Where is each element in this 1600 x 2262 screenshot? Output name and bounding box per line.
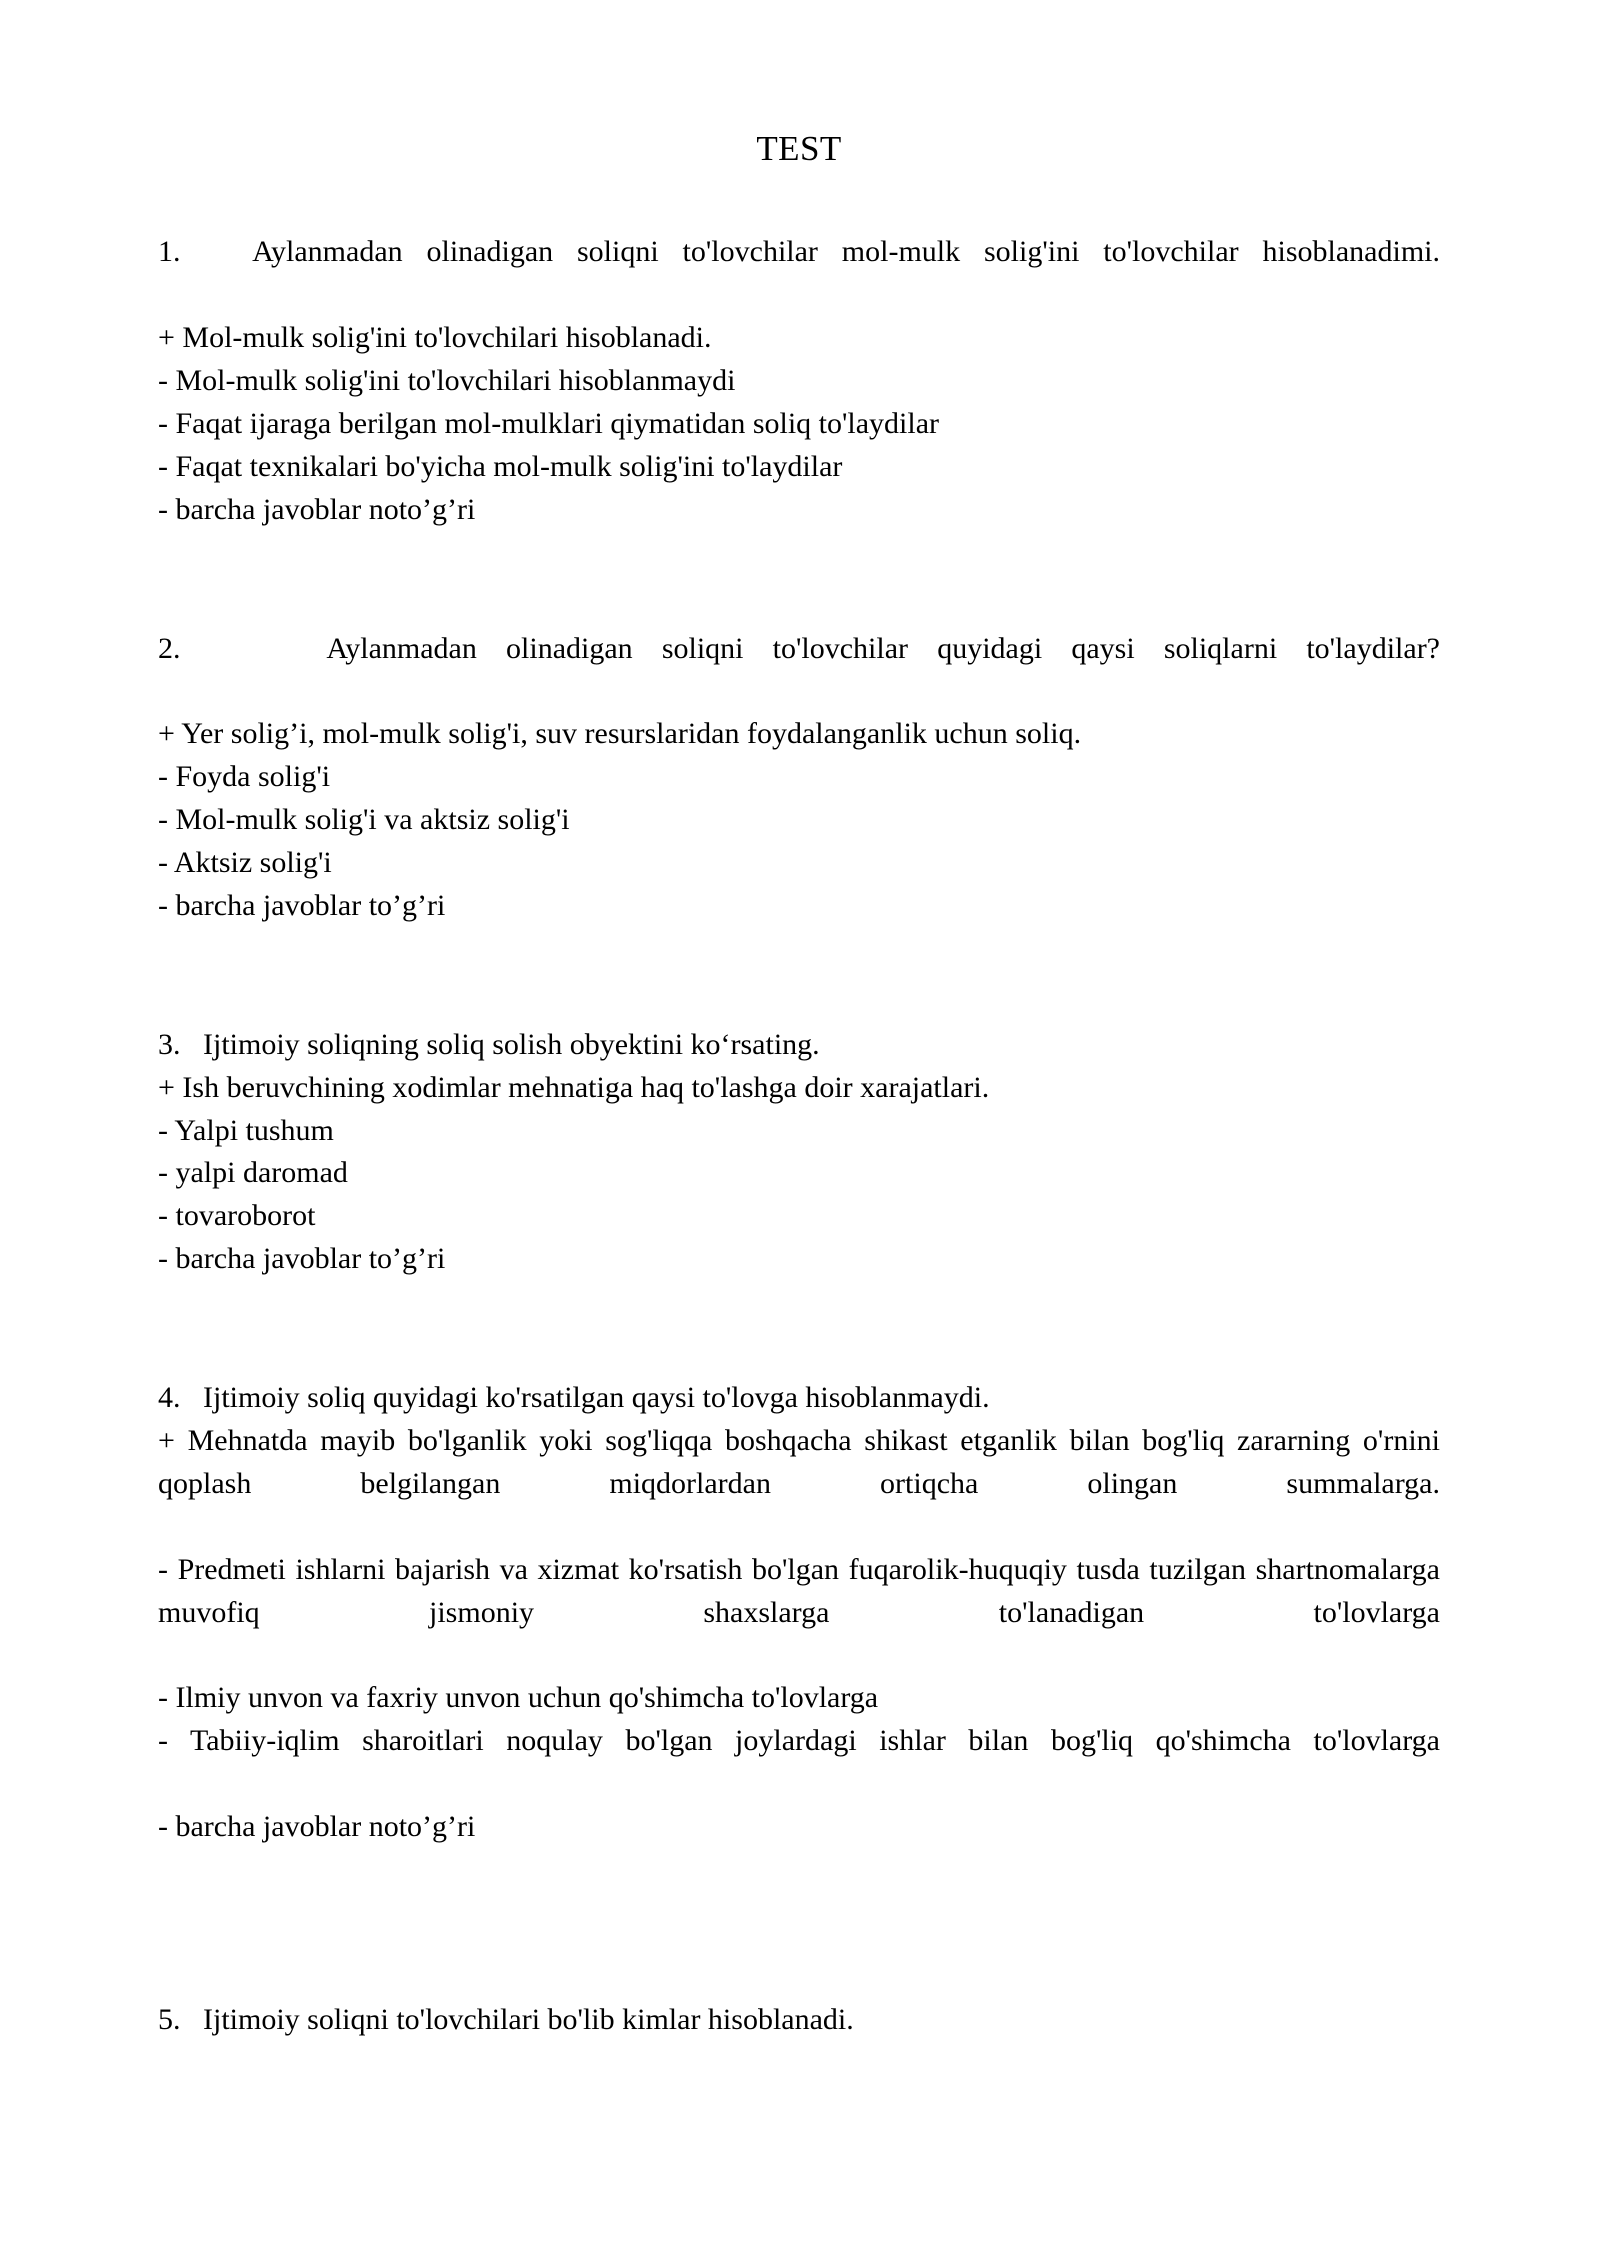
- question-3-number: 3.: [158, 1027, 181, 1061]
- question-1-option-3: - Faqat ijaraga berilgan mol-mulklari qiymatidan soliq to'laydilar: [158, 406, 940, 440]
- question-4-option-5: - barcha javoblar noto’g’ri: [158, 1810, 476, 1844]
- question-1-number: 1.: [158, 235, 181, 269]
- question-4-option-1: + Mehnatda mayib bo'lganlik yoki sog'liqqa boshqacha shikast etganlik bilan bog'liq zararning o'rnini qoplash belgilangan miqdorlardan ortiqcha olingan summalarga.: [158, 1424, 1440, 1500]
- question-4-number: 4.: [158, 1381, 181, 1415]
- question-2-option-2: - Foyda solig'i: [158, 760, 331, 794]
- question-block-5: [158, 1999, 1440, 2042]
- spacer: [158, 1849, 1440, 1999]
- spacer: [158, 928, 1440, 1024]
- question-block-1: [158, 231, 1440, 531]
- question-1-stem: [158, 231, 1440, 317]
- question-2-option-4: - Aktsiz solig'i: [158, 845, 332, 879]
- question-5-number: 5.: [158, 2002, 181, 2036]
- question-2-option-1: + Yer solig’i, mol-mulk solig'i, suv resurslaridan foydalanganlik uchun soliq.: [158, 717, 1082, 751]
- question-1-stem-text: Aylanmadan olinadigan soliqni to'lovchilar mol-mulk solig'ini to'lovchilar hisoblanadimi.: [252, 235, 1440, 269]
- question-2-option-3: - Mol-mulk solig'i va aktsiz solig'i: [158, 803, 570, 837]
- spacer: [158, 532, 1440, 628]
- question-2-stem: [158, 628, 1440, 714]
- question-block-3: [158, 1024, 1440, 1281]
- question-4-stem-text: Ijtimoiy soliq quyidagi ko'rsatilgan qaysi to'lovga hisoblanmaydi.: [203, 1381, 990, 1415]
- question-block-2: [158, 628, 1440, 928]
- question-3-option-3: - yalpi daromad: [158, 1156, 348, 1190]
- question-4-option-3: - Ilmiy unvon va faxriy unvon uchun qo'shimcha to'lovlarga: [158, 1681, 879, 1715]
- question-3-stem: [158, 1024, 1440, 1067]
- question-4-option-2: - Predmeti ishlarni bajarish va xizmat ko'rsatish bo'lgan fuqarolik-huquqiy tusda tuzilgan shartnomalarga muvofiq jismoniy shaxslarga to'lanadigan to'lovlarga: [158, 1552, 1440, 1629]
- question-2-stem-text: Aylanmadan olinadigan soliqni to'lovchilar quyidagi qaysi soliqlarni to'laydilar?: [326, 631, 1440, 665]
- question-block-4: [158, 1377, 1440, 1849]
- question-4-stem: [158, 1377, 1440, 1420]
- question-2-option-5: - barcha javoblar to’g’ri: [158, 888, 446, 922]
- document-body: [158, 0, 1440, 2042]
- question-3-option-2: - Yalpi tushum: [158, 1113, 334, 1147]
- question-1-option-5: - barcha javoblar noto’g’ri: [158, 492, 476, 526]
- page-title: TEST: [756, 129, 842, 168]
- question-3-option-5: - barcha javoblar to’g’ri: [158, 1242, 446, 1276]
- question-3-option-1: + Ish beruvchining xodimlar mehnatiga haq to'lashga doir xarajatlari.: [158, 1070, 990, 1104]
- question-4-option-4: - Tabiiy-iqlim sharoitlari noqulay bo'lgan joylardagi ishlar bilan bog'liq qo'shimcha to'lovlarga: [158, 1724, 1440, 1758]
- question-1-option-2: - Mol-mulk solig'ini to'lovchilari hisoblanmaydi: [158, 363, 736, 397]
- question-3-option-4: - tovaroborot: [158, 1199, 316, 1233]
- question-2-number: 2.: [158, 631, 181, 665]
- spacer: [158, 169, 1440, 231]
- question-1-option-4: - Faqat texnikalari bo'yicha mol-mulk solig'ini to'laydilar: [158, 449, 843, 483]
- question-1-option-1: + Mol-mulk solig'ini to'lovchilari hisoblanadi.: [158, 321, 712, 355]
- spacer: [158, 1281, 1440, 1377]
- question-3-stem-text: Ijtimoiy soliqning soliq solish obyektini ko‘rsating.: [203, 1027, 820, 1061]
- question-5-stem-text: Ijtimoiy soliqni to'lovchilari bo'lib kimlar hisoblanadi.: [203, 2002, 854, 2036]
- question-5-stem: [158, 1999, 1440, 2042]
